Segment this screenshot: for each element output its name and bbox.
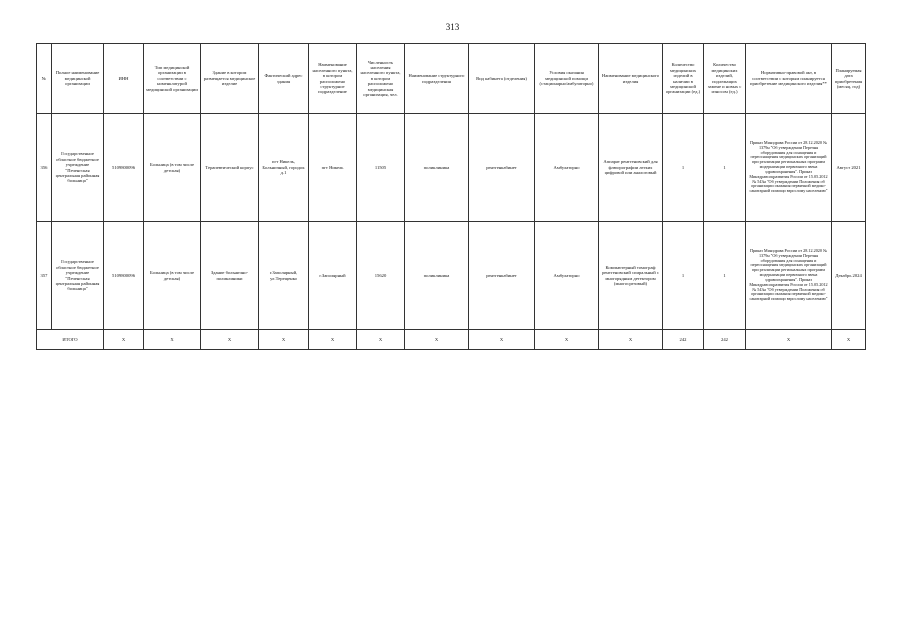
population-cell: 15620: [357, 222, 405, 330]
building-cell: Здание больнично-поликлиники: [201, 222, 259, 330]
row-number-cell: 357: [37, 222, 52, 330]
total-mark-cell: X: [599, 330, 663, 350]
total-qty-available-cell: 242: [663, 330, 704, 350]
header-cell: Здание в котором размещается медицинское изделие: [201, 44, 259, 114]
legal-act-cell: Приказ Минздрава России от 28.12.2020 № 1379н "Об утверждении Перечня оборудования для оснащения и переоснащения медицинских организаций при реализации региональных программ модернизации первичного звена здравоохранения". Приказ Минздравсоцразвития России от 15.05.2012 № 543н "Об утверждении Положения об организации оказания первичной медико-санитарной помощи взрослому населению": [746, 222, 832, 330]
conditions-cell: Амбулаторно: [535, 222, 599, 330]
total-row: [37, 330, 866, 350]
cabinet-cell: рентгенкабинет: [469, 222, 535, 330]
device-cell: Аппарат рентгеновский для флюорографии легких цифровой или аналоговый: [599, 114, 663, 222]
total-mark-cell: X: [469, 330, 535, 350]
header-cell: Нормативно-правовой акт, в соответствии с которым планируется приобретение медицинского изделия**: [746, 44, 832, 114]
header-cell: ИНН: [104, 44, 144, 114]
row-number-cell: 356: [37, 114, 52, 222]
header-cell: Количество медицинских изделий, подлежащих замене и новых с износом (ед.): [704, 44, 746, 114]
total-mark-cell: X: [144, 330, 201, 350]
settlement-cell: г.Заполярный: [309, 222, 357, 330]
legal-act-cell: Приказ Минздрава России от 28.12.2020 № 1379н "Об утверждении Перечня оборудования для оснащения и переоснащения медицинских организаций при реализации региональных программ модернизации первичного звена здравоохранения". Приказ Минздравсоцразвития России от 15.05.2012 № 543н "Об утверждении Положения об организации оказания первичной медико-санитарной помощи взрослому населению": [746, 114, 832, 222]
header-cell: Полное наименование медицинской организации: [52, 44, 104, 114]
organization-type-cell: Больница (в том числе детская): [144, 222, 201, 330]
address-cell: пгт Никель, Больничный, городок д.1: [259, 114, 309, 222]
table-header-row: [37, 44, 866, 114]
settlement-cell: пгт Никель: [309, 114, 357, 222]
building-cell: Терапевтический корпус: [201, 114, 259, 222]
table-row: [37, 222, 866, 330]
page-number: 313: [445, 22, 460, 32]
header-cell: Условия оказания медицинской помощи (стационарно/амбулаторно): [535, 44, 599, 114]
header-cell: Численность населения населенного пункта, в котором расположено медицинская организация, чел.: [357, 44, 405, 114]
header-cell: Наименование структурного подразделения: [405, 44, 469, 114]
header-cell: Количество медицинских изделий в наличии в медицинской организации (ед.): [663, 44, 704, 114]
qty-available-cell: 1: [663, 114, 704, 222]
qty-available-cell: 1: [663, 222, 704, 330]
organization-name-cell: Государственное областное бюджетное учреждение "Печенгская центральная районная больница": [52, 114, 104, 222]
header-cell: Наименование медицинского изделия: [599, 44, 663, 114]
total-mark-cell: X: [104, 330, 144, 350]
address-cell: г.Заполярный, ул.Терещенко: [259, 222, 309, 330]
total-mark-cell: X: [535, 330, 599, 350]
header-cell: Наименование населенного пункта, в котором расположено структурное подразделение: [309, 44, 357, 114]
cabinet-cell: рентгенкабинет: [469, 114, 535, 222]
organization-type-cell: Больница (в том числе детская): [144, 114, 201, 222]
total-mark-cell: X: [357, 330, 405, 350]
conditions-cell: Амбулаторно: [535, 114, 599, 222]
header-cell: Планируемая дата приобретения (месяц, год): [832, 44, 866, 114]
header-cell: Фактический адрес здания: [259, 44, 309, 114]
device-cell: Компьютерный томограф рентгеновский спиральный с многорядным детектором (многосрезовый): [599, 222, 663, 330]
total-mark-cell: X: [832, 330, 866, 350]
organization-name-cell: Государственное областное бюджетное учреждение "Печенгская центральная районная больница": [52, 222, 104, 330]
total-mark-cell: X: [201, 330, 259, 350]
planned-date-cell: Декабрь 2024: [832, 222, 866, 330]
unit-cell: поликлиника: [405, 222, 469, 330]
unit-cell: поликлиника: [405, 114, 469, 222]
header-cell: Вид кабинета (отделения): [469, 44, 535, 114]
total-mark-cell: X: [309, 330, 357, 350]
total-label-cell: ИТОГО: [37, 330, 104, 350]
table-row: [37, 114, 866, 222]
total-qty-replace-cell: 242: [704, 330, 746, 350]
qty-replace-cell: 1: [704, 114, 746, 222]
inn-cell: 5109800096: [104, 222, 144, 330]
total-mark-cell: X: [405, 330, 469, 350]
planned-date-cell: Август 2021: [832, 114, 866, 222]
total-mark-cell: X: [746, 330, 832, 350]
qty-replace-cell: 1: [704, 222, 746, 330]
population-cell: 11505: [357, 114, 405, 222]
inn-cell: 5109800096: [104, 114, 144, 222]
medical-equipment-table: [36, 43, 866, 350]
header-cell: №: [37, 44, 52, 114]
total-mark-cell: X: [259, 330, 309, 350]
header-cell: Тип медицинской организации в соответствии с номенклатурой медицинской организации: [144, 44, 201, 114]
